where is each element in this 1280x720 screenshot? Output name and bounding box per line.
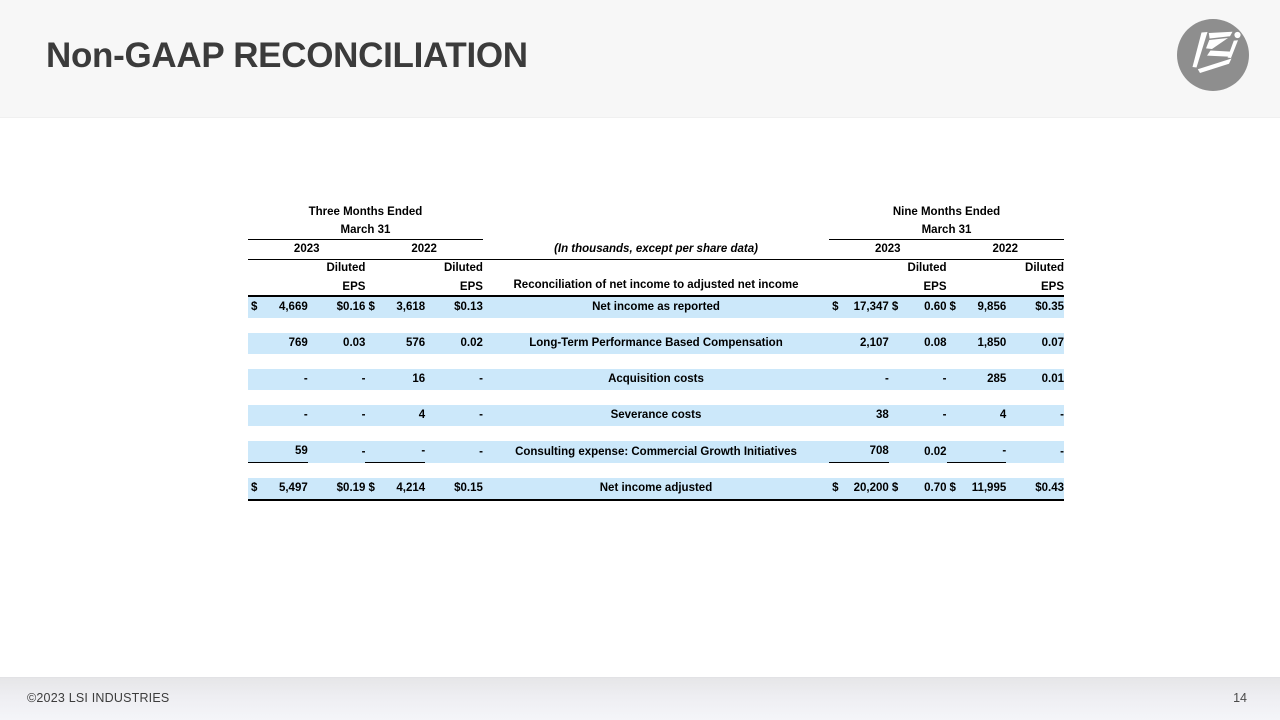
- cell-three-2022-amount: -: [365, 441, 425, 463]
- center-column-header: Reconciliation of net income to adjusted net income: [483, 276, 829, 296]
- group-date-three-months: March 31: [248, 221, 483, 240]
- currency-symbol: $: [251, 482, 258, 494]
- cell-three-2023-amount: [248, 296, 308, 318]
- table-row-spacer: [248, 463, 1064, 479]
- cell-three-2023-amount: -: [248, 369, 308, 390]
- spacer-cell: [365, 260, 425, 277]
- spacer-cell: [829, 260, 889, 277]
- currency-symbol: $: [949, 301, 956, 313]
- cell-three-2022-amount: [365, 478, 425, 500]
- currency-symbol: $: [251, 301, 258, 313]
- spacer-cell: [483, 260, 829, 277]
- spacer-cell: [947, 276, 1007, 296]
- non-gaap-reconciliation-table: [248, 204, 1064, 501]
- table-row: [248, 405, 1064, 426]
- subheader-diluted-three-2023: Diluted: [326, 262, 366, 274]
- cell-nine-2023-amount: 38: [829, 405, 889, 426]
- table-row: [248, 333, 1064, 354]
- table-row-spacer: [248, 354, 1064, 369]
- cell-nine-2023-eps: -: [889, 369, 947, 390]
- cell-nine-2022-eps: -: [1006, 441, 1064, 463]
- cell-three-2023-eps: 0.03: [308, 333, 366, 354]
- cell-nine-2023-amount: [829, 296, 889, 318]
- table-subheader-eps-row: [248, 276, 1064, 296]
- table-group-date-row: [248, 221, 1064, 240]
- subheader-eps-nine-2023: EPS: [889, 276, 947, 296]
- currency-symbol: $: [891, 301, 899, 313]
- group-title-nine-months: Nine Months Ended: [892, 206, 1001, 218]
- cell-three-2023-amount: 769: [248, 333, 308, 354]
- amount-value: 9,856: [977, 301, 1007, 313]
- currency-symbol: $: [891, 482, 899, 494]
- year-nine-2022: 2022: [947, 240, 1065, 260]
- table-row-spacer: [248, 390, 1064, 405]
- spacer-cell: [365, 276, 425, 296]
- spacer-cell: [248, 276, 308, 296]
- cell-three-2023-eps: -: [308, 369, 366, 390]
- currency-symbol: $: [368, 301, 375, 313]
- cell-nine-2023-eps: [889, 478, 947, 500]
- table-total-row: [248, 478, 1064, 500]
- cell-three-2022-eps: $0.15: [425, 478, 483, 500]
- cell-nine-2023-amount: 2,107: [829, 333, 889, 354]
- amount-value: 17,347: [853, 301, 889, 313]
- row-label: Severance costs: [483, 405, 829, 426]
- cell-three-2023-eps: $0.16: [308, 296, 366, 318]
- subheader-eps-nine-2022: EPS: [1006, 276, 1064, 296]
- cell-three-2023-amount: 59: [248, 441, 308, 463]
- group-title-three-months: Three Months Ended: [308, 206, 423, 218]
- spacer-cell: [829, 276, 889, 296]
- group-date-nine-months: March 31: [829, 221, 1064, 240]
- reconciliation-table-container: [248, 204, 1064, 501]
- cell-three-2023-amount: -: [248, 405, 308, 426]
- cell-three-2022-eps: -: [425, 369, 483, 390]
- cell-three-2023-amount: [248, 478, 308, 500]
- cell-three-2023-eps: -: [308, 441, 366, 463]
- subheader-eps-three-2023: EPS: [308, 276, 366, 296]
- subheader-diluted-nine-2022: Diluted: [1025, 262, 1064, 274]
- cell-three-2022-amount: [365, 296, 425, 318]
- currency-symbol: $: [368, 482, 375, 494]
- row-label: Net income adjusted: [483, 478, 829, 500]
- cell-nine-2022-eps: 0.07: [1006, 333, 1064, 354]
- cell-nine-2022-amount: [947, 478, 1007, 500]
- currency-symbol: $: [949, 482, 956, 494]
- page-title: Non-GAAP RECONCILIATION: [46, 36, 528, 75]
- cell-nine-2023-eps: 0.02: [889, 441, 947, 463]
- row-label: Long-Term Performance Based Compensation: [483, 333, 829, 354]
- spacer-cell: [947, 260, 1007, 277]
- cell-nine-2023-amount: [829, 478, 889, 500]
- amount-value: 11,995: [971, 482, 1007, 494]
- row-label: Net income as reported: [483, 296, 829, 318]
- table-subheader-diluted-row: [248, 260, 1064, 277]
- cell-nine-2023-amount: -: [829, 369, 889, 390]
- eps-value: 0.70: [924, 482, 947, 494]
- table-year-row: [248, 240, 1064, 260]
- cell-three-2022-eps: -: [425, 405, 483, 426]
- cell-nine-2023-eps: 0.08: [889, 333, 947, 354]
- cell-nine-2022-amount: 285: [947, 369, 1007, 390]
- amount-value: 5,497: [278, 482, 308, 494]
- table-row: [248, 296, 1064, 318]
- subheader-diluted-three-2022: Diluted: [443, 262, 483, 274]
- cell-nine-2022-amount: 4: [947, 405, 1007, 426]
- cell-three-2022-amount: 4: [365, 405, 425, 426]
- page-number: 14: [1233, 691, 1247, 705]
- table-row: [248, 369, 1064, 390]
- cell-nine-2022-eps: -: [1006, 405, 1064, 426]
- cell-nine-2023-eps: [889, 296, 947, 318]
- lsi-logo-icon: [1176, 18, 1250, 92]
- cell-three-2022-amount: 576: [365, 333, 425, 354]
- spacer-cell: [483, 221, 829, 240]
- row-label: Acquisition costs: [483, 369, 829, 390]
- cell-nine-2023-amount: 708: [829, 441, 889, 463]
- cell-nine-2022-eps: 0.01: [1006, 369, 1064, 390]
- year-three-2023: 2023: [248, 240, 365, 260]
- cell-nine-2022-amount: -: [947, 441, 1007, 463]
- year-nine-2023: 2023: [829, 240, 946, 260]
- amount-value: 4,669: [278, 301, 308, 313]
- table-group-title-row: [248, 204, 1064, 221]
- subheader-eps-three-2022: EPS: [425, 276, 483, 296]
- units-note: (In thousands, except per share data): [483, 240, 829, 260]
- slide-footer-band: [0, 677, 1280, 720]
- table-row-spacer: [248, 426, 1064, 441]
- cell-three-2022-eps: $0.13: [425, 296, 483, 318]
- spacer-cell: [248, 260, 308, 277]
- currency-symbol: $: [832, 482, 839, 494]
- spacer-cell: [483, 204, 829, 221]
- table-row-spacer: [248, 318, 1064, 333]
- cell-nine-2022-eps: $0.43: [1006, 478, 1064, 500]
- cell-three-2023-eps: -: [308, 405, 366, 426]
- cell-three-2022-eps: -: [425, 441, 483, 463]
- eps-value: 0.60: [924, 301, 947, 313]
- year-three-2022: 2022: [365, 240, 482, 260]
- amount-value: 4,214: [396, 482, 426, 494]
- row-label: Consulting expense: Commercial Growth Initiatives: [483, 441, 829, 463]
- currency-symbol: $: [832, 301, 839, 313]
- cell-three-2023-eps: $0.19: [308, 478, 366, 500]
- amount-value: 20,200: [853, 482, 889, 494]
- copyright-text: ©2023 LSI INDUSTRIES: [27, 691, 170, 705]
- table-row: [248, 441, 1064, 463]
- cell-nine-2022-amount: 1,850: [947, 333, 1007, 354]
- cell-nine-2023-eps: -: [889, 405, 947, 426]
- cell-three-2022-eps: 0.02: [425, 333, 483, 354]
- subheader-diluted-nine-2023: Diluted: [907, 262, 947, 274]
- cell-three-2022-amount: 16: [365, 369, 425, 390]
- amount-value: 3,618: [396, 301, 426, 313]
- cell-nine-2022-amount: [947, 296, 1007, 318]
- cell-nine-2022-eps: $0.35: [1006, 296, 1064, 318]
- slide-header-band: [0, 0, 1280, 118]
